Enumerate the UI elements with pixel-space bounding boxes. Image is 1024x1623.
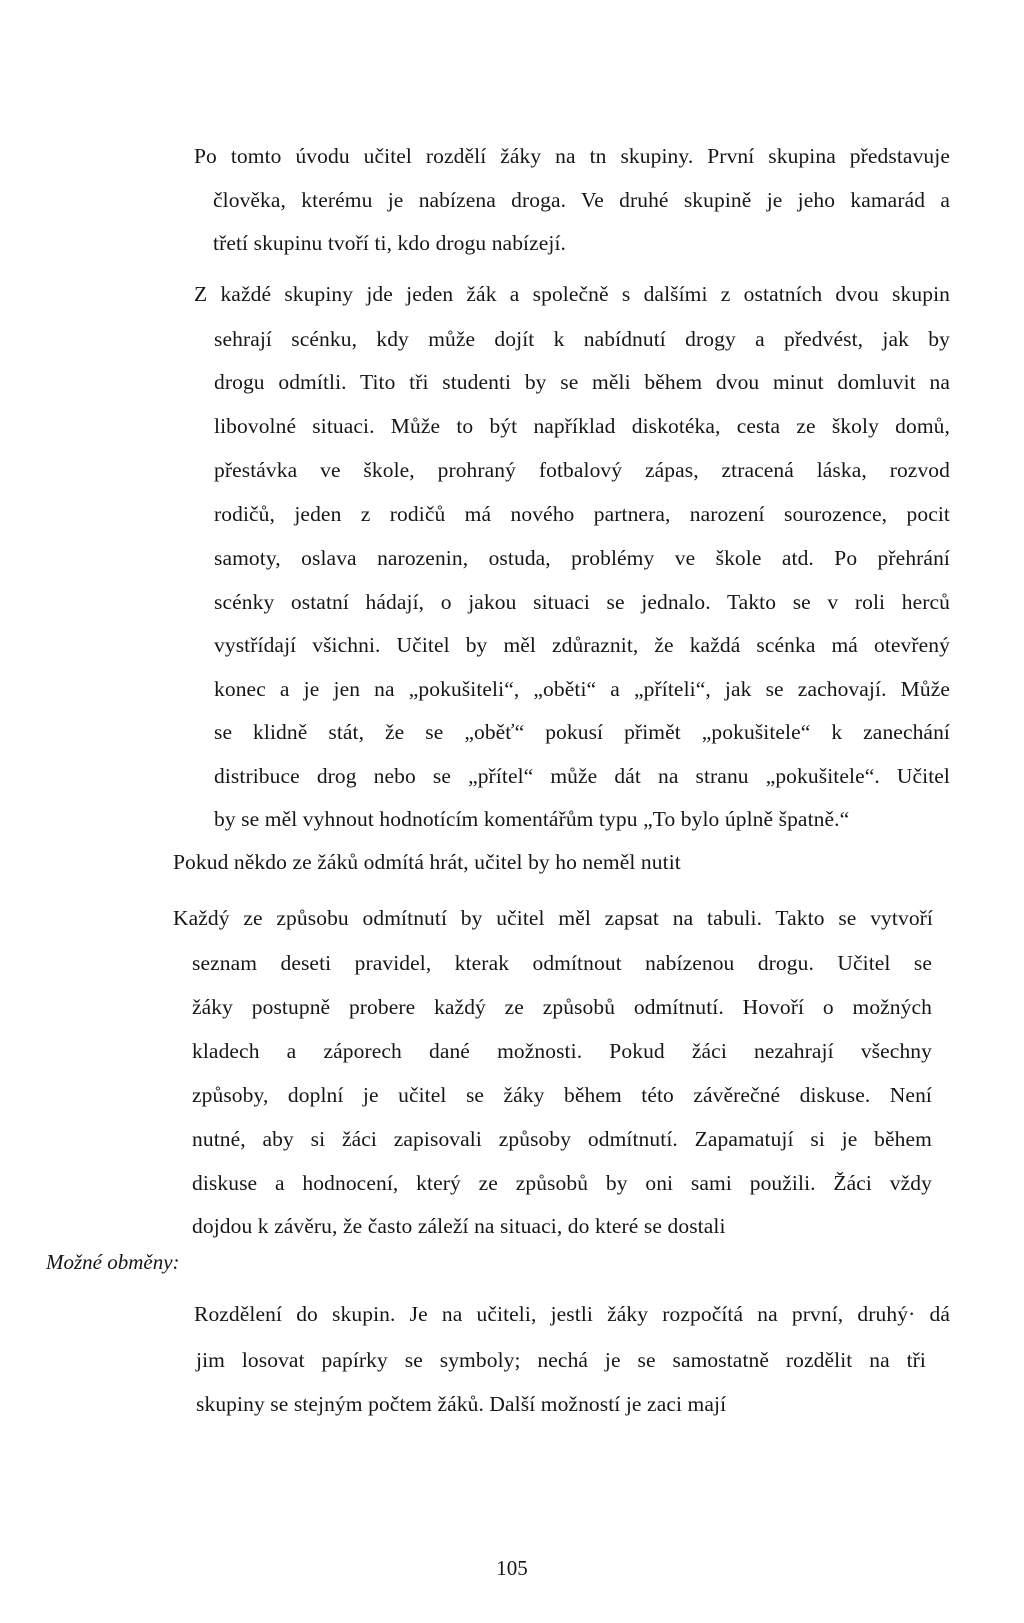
text-line: Z každé skupiny jde jeden žák a společně s dalšími z ostatních dvou skupin (194, 282, 950, 306)
text-line: konec a je jen na „pokušiteli“, „oběti“ a „příteli“, jak se zachovají. Může (214, 677, 950, 701)
text-line: libovolné situaci. Může to být například diskotéka, cesta ze školy domů, (214, 414, 950, 438)
text-line: diskuse a hodnocení, který ze způsobů by oni sami použili. Žáci vždy (192, 1171, 932, 1195)
text-line: člověka, kterému je nabízena droga. Ve druhé skupině je jeho kamarád a (213, 188, 950, 212)
text-line: způsoby, doplní je učitel se žáky během této závěrečné diskuse. Není (192, 1083, 932, 1107)
text-line: jim losovat papírky se symboly; nechá je se samostatně rozdělit na tři (196, 1348, 926, 1372)
text-line: Rozdělení do skupin. Je na učiteli, jestli žáky rozpočítá na první, druhý· dá (194, 1302, 950, 1326)
text-line: žáky postupně probere každý ze způsobů odmítnutí. Hovoří o možných (192, 995, 932, 1019)
text-line: třetí skupinu tvoří ti, kdo drogu nabízejí. (213, 231, 567, 255)
text-line: scénky ostatní hádají, o jakou situaci se jednalo. Takto se v roli herců (214, 590, 950, 614)
text-line: Po tomto úvodu učitel rozdělí žáky na tn skupiny. První skupina představuje (194, 144, 950, 168)
text-line: kladech a záporech dané možnosti. Pokud žáci nezahrají všechny (192, 1039, 932, 1063)
margin-label-variations: Možné obměny: (46, 1250, 180, 1274)
text-line: Pokud někdo ze žáků odmítá hrát, učitel by ho neměl nutit (173, 850, 681, 874)
text-line: přestávka ve škole, prohraný fotbalový zápas, ztracená láska, rozvod (214, 458, 950, 482)
page-number: 105 (496, 1556, 528, 1580)
text-line: nutné, aby si žáci zapisovali způsoby odmítnutí. Zapamatují si je během (192, 1127, 932, 1151)
text-line: vystřídají všichni. Učitel by měl zdůraznit, že každá scénka má otevřený (214, 633, 950, 657)
text-line: distribuce drog nebo se „přítel“ může dát na stranu „pokušitele“. Učitel (214, 764, 950, 788)
text-line: sehrají scénku, kdy může dojít k nabídnutí drogy a předvést, jak by (214, 327, 950, 351)
text-line: drogu odmítli. Tito tři studenti by se měli během dvou minut domluvit na (214, 370, 950, 394)
text-line: skupiny se stejným počtem žáků. Další možností je zaci mají (196, 1392, 727, 1416)
text-line: dojdou k závěru, že často záleží na situaci, do které se dostali (192, 1214, 726, 1238)
text-line: se klidně stát, že se „oběť“ pokusí přimět „pokušitele“ k zanechání (214, 720, 950, 744)
text-line: Každý ze způsobu odmítnutí by učitel měl zapsat na tabuli. Takto se vytvoří (173, 906, 933, 930)
text-line: seznam deseti pravidel, kterak odmítnout nabízenou drogu. Učitel se (192, 951, 932, 975)
text-line: samoty, oslava narozenin, ostuda, problémy ve škole atd. Po přehrání (214, 546, 950, 570)
text-line: rodičů, jeden z rodičů má nového partnera, narození sourozence, pocit (214, 502, 950, 526)
text-line: by se měl vyhnout hodnotícím komentářům typu „To bylo úplně špatně.“ (214, 807, 850, 831)
